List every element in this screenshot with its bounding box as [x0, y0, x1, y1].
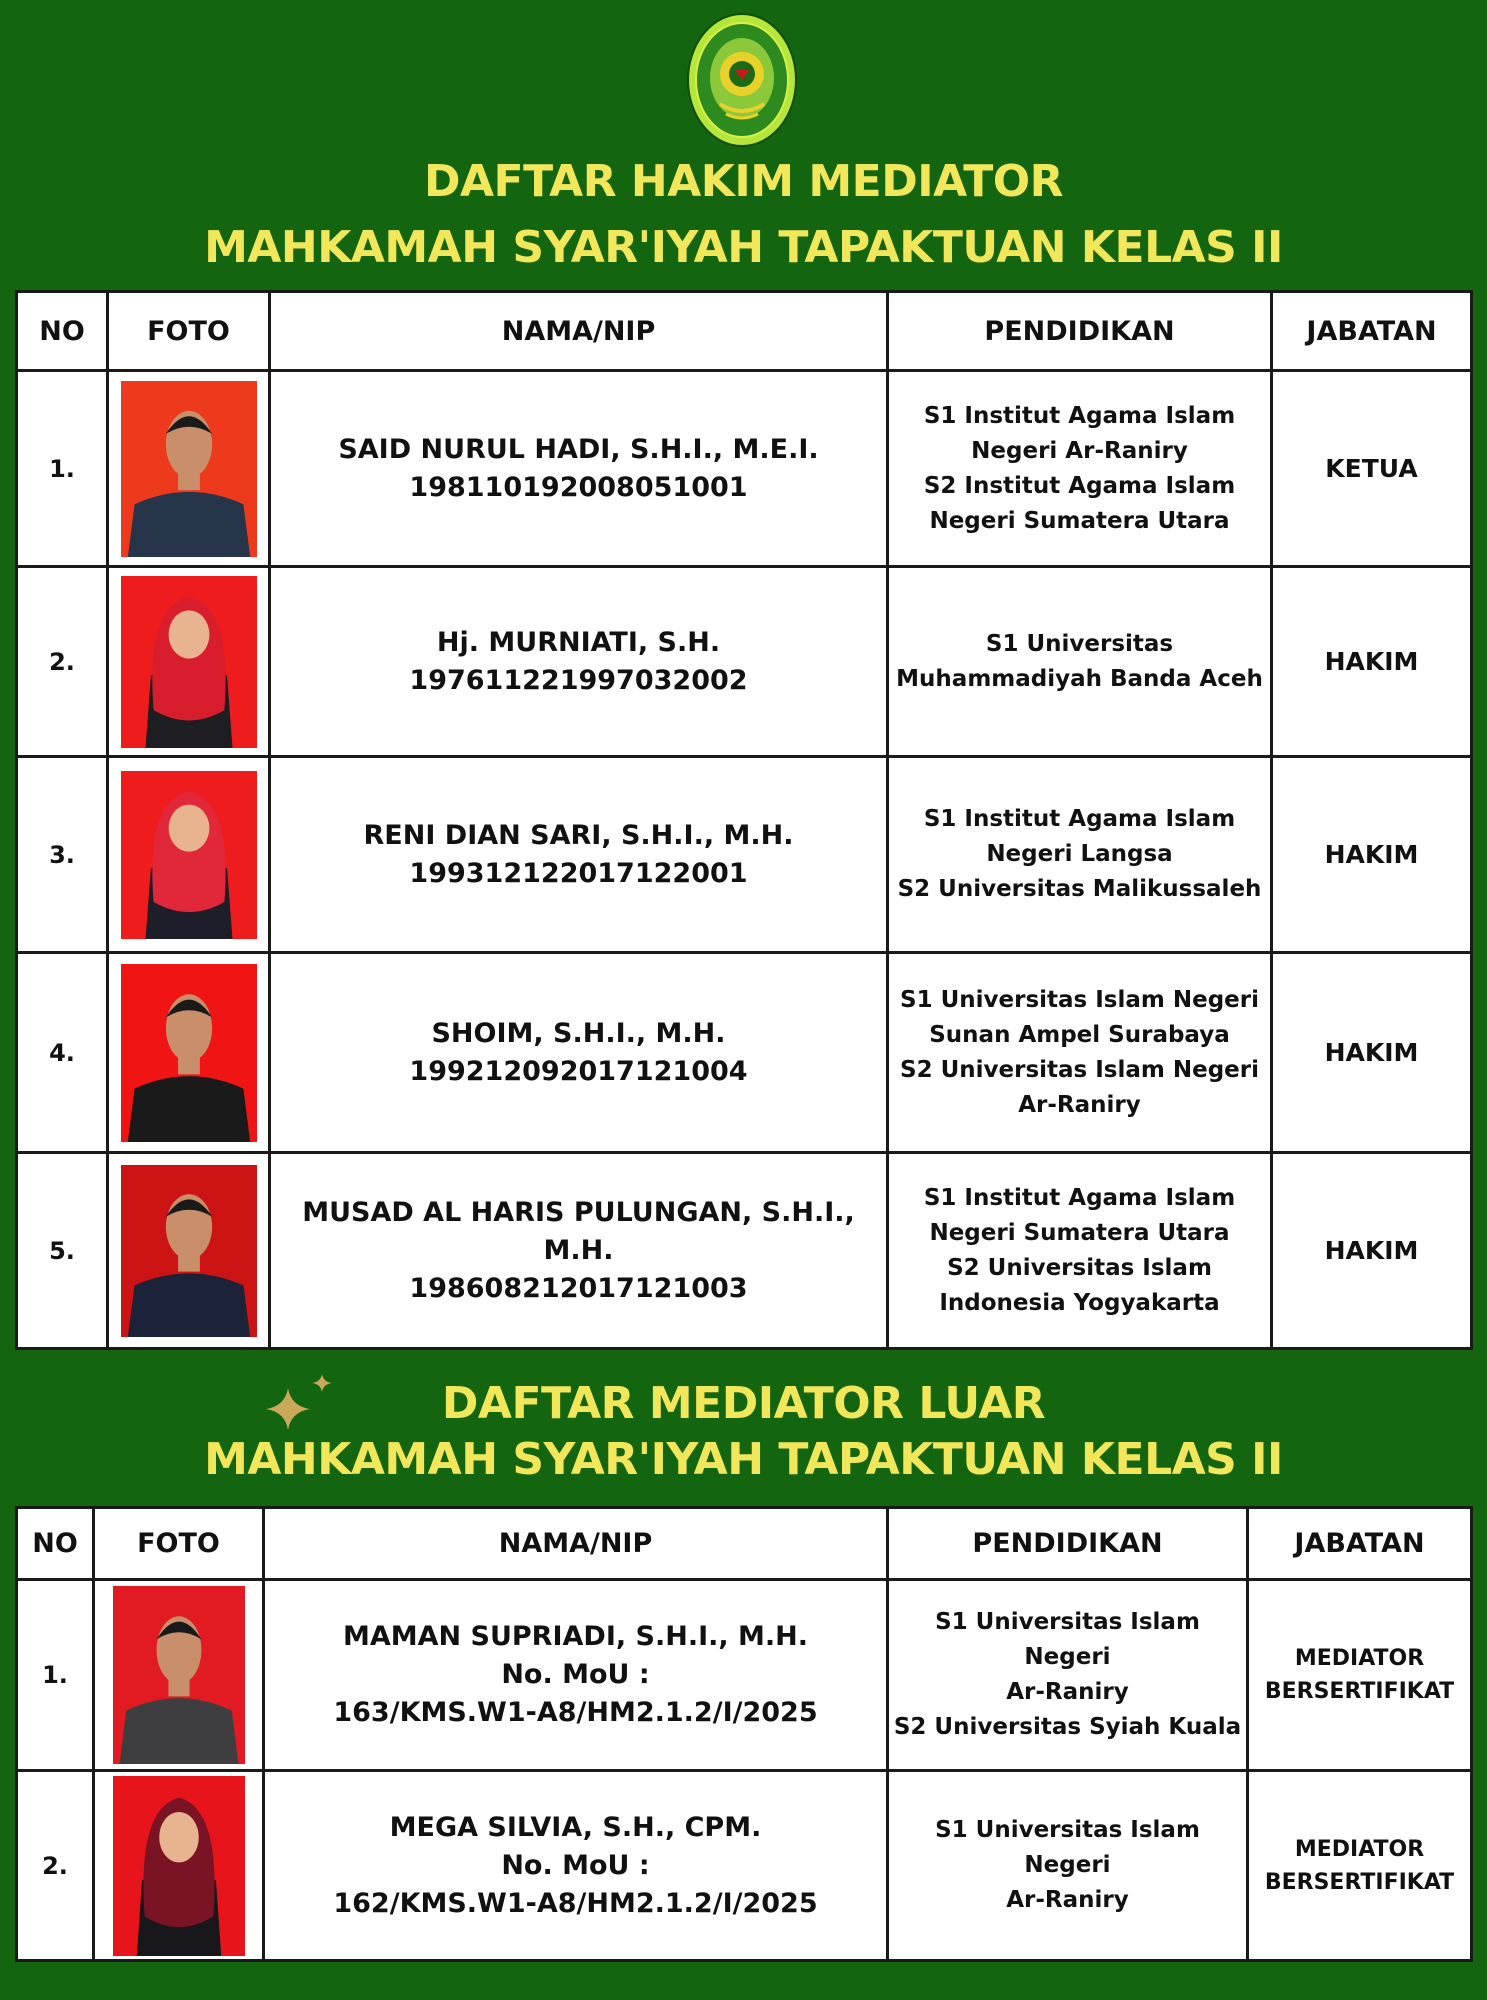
- section2-title-line1: DAFTAR MEDIATOR LUAR: [441, 1378, 1046, 1429]
- jabatan-cell: HAKIM: [1272, 757, 1472, 953]
- person-nip: 198110192008051001: [409, 471, 748, 503]
- hakim-mediator-table: [15, 290, 1473, 1350]
- education-line: S1 Institut Agama Islam: [923, 402, 1236, 429]
- portrait-photo: [113, 1586, 245, 1764]
- section1-title-line2: MAHKAMAH SYAR'IYAH TAPAKTUAN KELAS II: [204, 222, 1283, 273]
- pendidikan-cell: [888, 371, 1272, 567]
- pendidikan-cell: [888, 1771, 1248, 1961]
- mediator-row: [17, 1771, 1472, 1961]
- jabatan-line: BERSERTIFIKAT: [1264, 1679, 1455, 1704]
- person-name: SHOIM, S.H.I., M.H.: [431, 1017, 726, 1049]
- nama-nip-cell: [270, 953, 888, 1153]
- person-name: SAID NURUL HADI, S.H.I., M.E.I.: [338, 433, 819, 465]
- person-nip: 199312122017122001: [409, 857, 748, 889]
- portrait-photo: [121, 1165, 257, 1337]
- mediator-row: [17, 1580, 1472, 1771]
- row-number: 1.: [17, 371, 108, 567]
- portrait-photo: [121, 576, 257, 748]
- education-line: Ar-Raniry: [1018, 1091, 1141, 1118]
- row-number: 2.: [17, 1771, 94, 1961]
- education-line: S1 Universitas Islam Negeri: [935, 1817, 1200, 1878]
- header-jabatan: JABATAN: [1272, 292, 1472, 371]
- header-jabatan: JABATAN: [1248, 1508, 1472, 1580]
- education-line: S2 Universitas Malikussaleh: [897, 876, 1262, 902]
- table-header-row: [17, 1508, 1472, 1580]
- hakim-row: [17, 757, 1472, 953]
- hakim-row: [17, 371, 1472, 567]
- pendidikan-cell: [888, 953, 1272, 1153]
- nama-mou-cell: [264, 1580, 888, 1771]
- nama-mou-cell: [264, 1771, 888, 1961]
- mou-label: No. MoU :: [501, 1659, 650, 1690]
- person-nip: 199212092017121004: [409, 1055, 748, 1087]
- education-line: Negeri Ar-Raniry: [971, 437, 1188, 464]
- jabatan-cell: HAKIM: [1272, 567, 1472, 757]
- header-pendidikan: PENDIDIKAN: [888, 1508, 1248, 1580]
- education-line: S1 Universitas: [985, 630, 1174, 657]
- section2-title-line2: MAHKAMAH SYAR'IYAH TAPAKTUAN KELAS II: [204, 1434, 1283, 1485]
- nama-nip-cell: [270, 1153, 888, 1349]
- pendidikan-cell: [888, 757, 1272, 953]
- hakim-row: [17, 1153, 1472, 1349]
- nama-nip-cell: [270, 567, 888, 757]
- mediator-luar-table: [15, 1506, 1473, 1962]
- row-number: 2.: [17, 567, 108, 757]
- photo-cell: [108, 371, 270, 567]
- portrait-photo: [121, 964, 257, 1142]
- portrait-photo: [121, 381, 257, 557]
- person-name: MAMAN SUPRIADI, S.H.I., M.H.: [342, 1621, 809, 1652]
- header-nama: NAMA/NIP: [264, 1508, 888, 1580]
- person-name: MEGA SILVIA, S.H., CPM.: [389, 1811, 762, 1843]
- jabatan-line: BERSERTIFIKAT: [1264, 1869, 1455, 1895]
- education-line: Negeri Sumatera Utara: [929, 507, 1230, 534]
- education-line: S2 Institut Agama Islam: [923, 472, 1236, 499]
- education-line: Ar-Raniry: [1006, 1679, 1129, 1705]
- education-line: S2 Universitas Syiah Kuala: [893, 1714, 1242, 1740]
- jabatan-line: MEDIATOR: [1294, 1646, 1425, 1671]
- mou-number: 162/KMS.W1-A8/HM2.1.2/I/2025: [333, 1887, 818, 1919]
- photo-cell: [94, 1771, 264, 1961]
- header-foto: FOTO: [108, 292, 270, 371]
- row-number: 5.: [17, 1153, 108, 1349]
- person-nip: 197611221997032002: [409, 664, 748, 696]
- hakim-row: [17, 953, 1472, 1153]
- mahkamah-syariyah-logo: [686, 12, 798, 150]
- row-number: 4.: [17, 953, 108, 1153]
- education-line: S1 Institut Agama Islam: [923, 1184, 1236, 1211]
- jabatan-cell: [1248, 1771, 1472, 1961]
- header-foto: FOTO: [94, 1508, 264, 1580]
- header-pendidikan: PENDIDIKAN: [888, 292, 1272, 371]
- person-name: Hj. MURNIATI, S.H.: [436, 626, 721, 658]
- photo-cell: [108, 567, 270, 757]
- jabatan-cell: HAKIM: [1272, 1153, 1472, 1349]
- nama-nip-cell: [270, 371, 888, 567]
- person-name: MUSAD AL HARIS PULUNGAN, S.H.I., M.H.: [302, 1196, 855, 1266]
- education-line: Negeri Langsa: [986, 841, 1173, 867]
- person-name: RENI DIAN SARI, S.H.I., M.H.: [363, 819, 794, 851]
- pendidikan-cell: [888, 567, 1272, 757]
- education-line: S1 Institut Agama Islam: [923, 806, 1236, 832]
- education-line: S1 Universitas Islam Negeri: [935, 1609, 1200, 1670]
- photo-cell: [108, 757, 270, 953]
- jabatan-cell: KETUA: [1272, 371, 1472, 567]
- section1-title-line1: DAFTAR HAKIM MEDIATOR: [423, 156, 1064, 207]
- jabatan-cell: HAKIM: [1272, 953, 1472, 1153]
- jabatan-line: MEDIATOR: [1294, 1836, 1425, 1862]
- photo-cell: [108, 1153, 270, 1349]
- pendidikan-cell: [888, 1153, 1272, 1349]
- header-no: NO: [17, 1508, 94, 1580]
- person-nip: 198608212017121003: [409, 1272, 748, 1304]
- education-line: S2 Universitas Islam: [947, 1254, 1212, 1281]
- mou-number: 163/KMS.W1-A8/HM2.1.2/I/2025: [333, 1697, 818, 1728]
- jabatan-cell: [1248, 1580, 1472, 1771]
- row-number: 1.: [17, 1580, 94, 1771]
- education-line: Ar-Raniry: [1006, 1887, 1129, 1913]
- education-line: Indonesia Yogyakarta: [939, 1289, 1220, 1316]
- education-line: S2 Universitas Islam Negeri: [900, 1056, 1259, 1083]
- education-line: Sunan Ampel Surabaya: [929, 1021, 1230, 1048]
- portrait-photo: [113, 1776, 245, 1956]
- table-header-row: [17, 292, 1472, 371]
- mou-label: No. MoU :: [501, 1849, 650, 1881]
- education-line: S1 Universitas Islam Negeri: [900, 986, 1259, 1013]
- header-no: NO: [17, 292, 108, 371]
- nama-nip-cell: [270, 757, 888, 953]
- row-number: 3.: [17, 757, 108, 953]
- header-nama: NAMA/NIP: [270, 292, 888, 371]
- photo-cell: [94, 1580, 264, 1771]
- portrait-photo: [121, 771, 257, 939]
- pendidikan-cell: [888, 1580, 1248, 1771]
- hakim-row: [17, 567, 1472, 757]
- education-line: Muhammadiyah Banda Aceh: [896, 665, 1263, 692]
- education-line: Negeri Sumatera Utara: [929, 1219, 1230, 1246]
- photo-cell: [108, 953, 270, 1153]
